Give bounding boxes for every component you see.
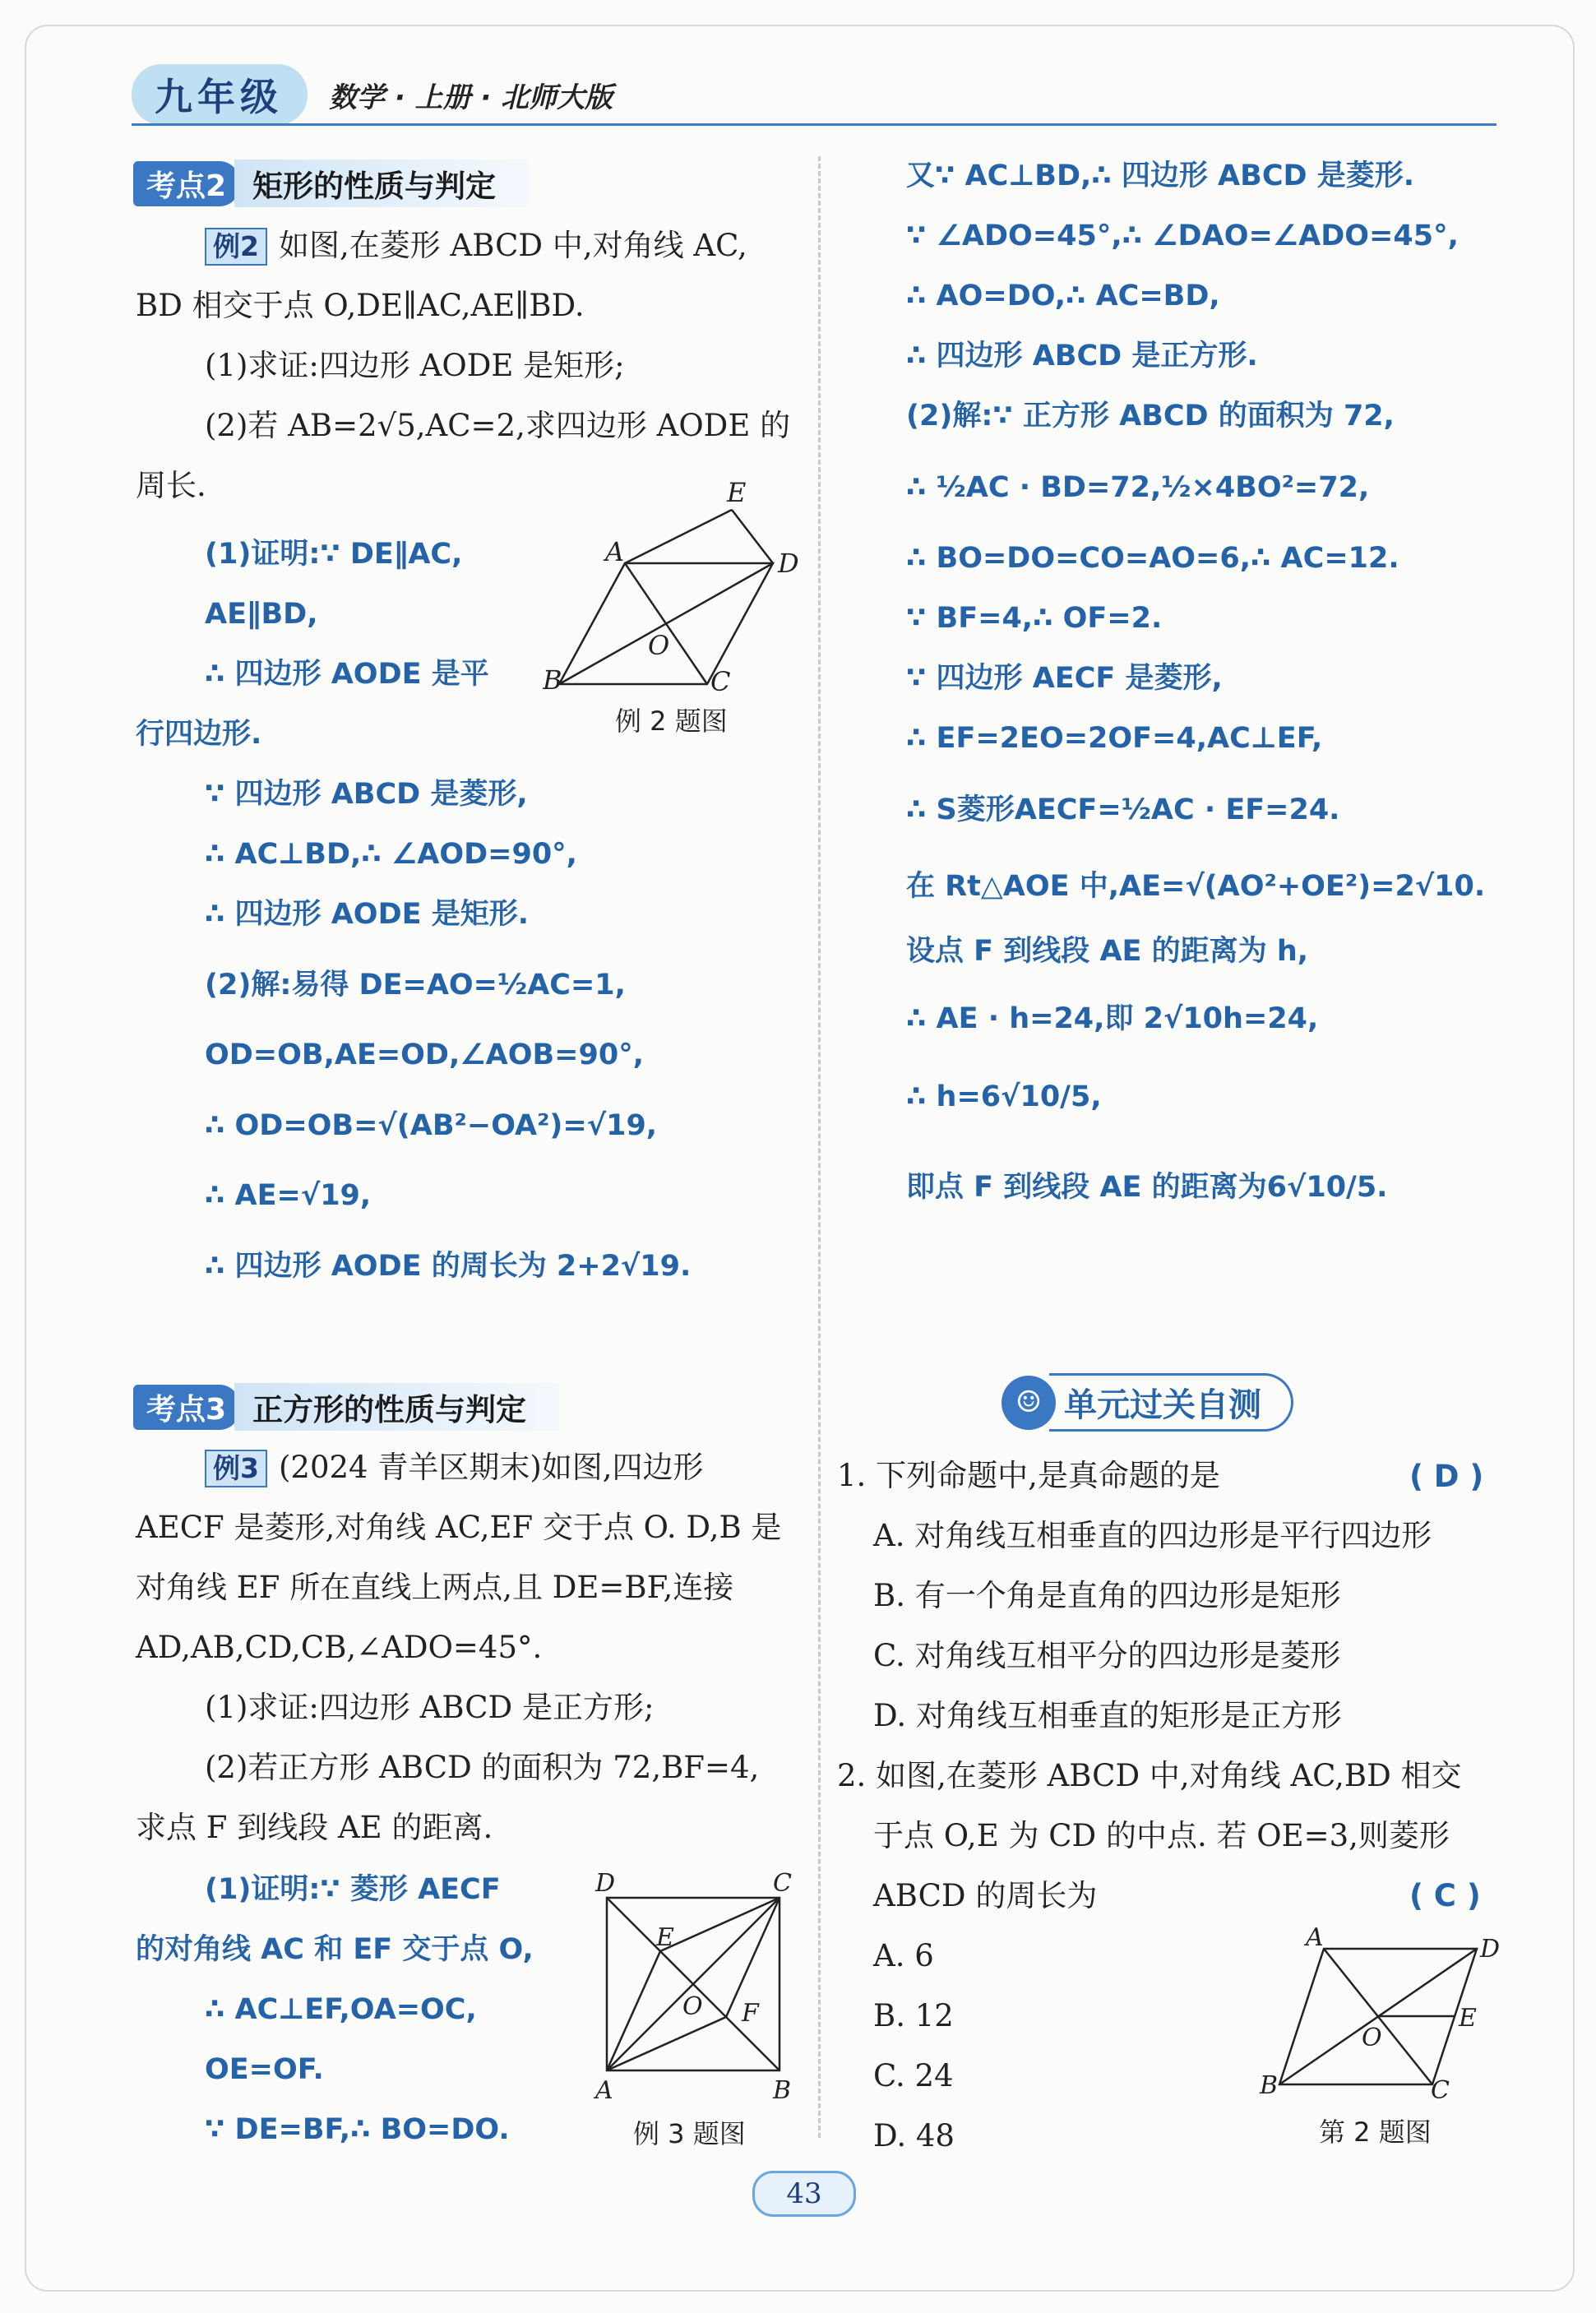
q2-answer: ( C ) — [1409, 1878, 1481, 1913]
label-a: A — [1306, 1924, 1324, 1952]
example2-line: (1)求证:四边形 AODE 是矩形; — [205, 348, 625, 383]
example3-line: (1)求证:四边形 ABCD 是正方形; — [205, 1690, 655, 1725]
label-c: C — [710, 666, 731, 697]
question-1 — [837, 1446, 1432, 1746]
label-e: E — [1459, 2004, 1477, 2033]
solution-line: ∵ DE=BF,∴ BO=DO. — [205, 2113, 510, 2146]
label-e: E — [656, 1923, 674, 1952]
solution-line: ∴ 四边形 AODE 是矩形. — [205, 898, 530, 931]
solution-line: ∴ ½AC · BD=72,½×4BO²=72, — [906, 471, 1370, 504]
solution-line: (1)证明:∵ DE∥AC, — [205, 538, 463, 571]
solution-line: ∴ 四边形 AODE 是平 — [205, 658, 489, 691]
solution-line: 又∵ AC⊥BD,∴ 四边形 ABCD 是菱形. — [906, 160, 1415, 192]
label-d: D — [1480, 1935, 1501, 1964]
segment-ae — [625, 510, 732, 563]
solution-line: ∴ AE=√19, — [205, 1179, 372, 1212]
grade-badge: 九年级 — [132, 64, 308, 125]
solution-line: ∵ ∠ADO=45°,∴ ∠DAO=∠ADO=45°, — [906, 220, 1459, 252]
solution-line: ∴ h=6√10/5, — [906, 1080, 1102, 1113]
example2-figure — [543, 469, 806, 699]
example2-line: 周长. — [136, 468, 206, 503]
q1-option: C. 对角线互相平分的四边形是菱形 — [873, 1638, 1341, 1673]
solution-line: ∴ BO=DO=CO=AO=6,∴ AC=12. — [906, 542, 1399, 575]
q1-option: B. 有一个角是直角的四边形是矩形 — [873, 1578, 1341, 1613]
solution-line: ∵ BF=4,∴ OF=2. — [906, 602, 1163, 635]
q1-answer: ( D ) — [1409, 1459, 1484, 1494]
header-rule — [132, 123, 1497, 126]
solution-line: ∴ 四边形 AODE 的周长为 2+2√19. — [205, 1250, 692, 1283]
label-a: A — [595, 2076, 613, 2105]
q2-stem: ABCD 的周长为 — [873, 1878, 1098, 1913]
section2-badge: 考点2 — [133, 161, 239, 206]
section3-heading — [133, 1385, 559, 1429]
label-d: D — [778, 548, 799, 579]
solution-line: (2)解:∵ 正方形 ABCD 的面积为 72, — [906, 400, 1395, 433]
example3-line: AD,AB,CD,CB,∠ADO=45°. — [136, 1630, 543, 1665]
unit-test-heading — [1002, 1373, 1293, 1432]
label-b: B — [773, 2076, 792, 2105]
q1-stem: 1. 下列命题中,是真命题的是 — [837, 1458, 1220, 1493]
solution-line: OE=OF. — [205, 2053, 324, 2086]
column-divider — [818, 156, 821, 2138]
q1-option: A. 对角线互相垂直的四边形是平行四边形 — [873, 1518, 1432, 1553]
solution-line: (1)证明:∵ 菱形 AECF — [205, 1873, 501, 1906]
example3-caption: 例 3 题图 — [633, 2118, 746, 2149]
example2-line: 如图,在菱形 ABCD 中,对角线 AC, — [278, 228, 747, 263]
solution-line: ∴ S菱形AECF=½AC · EF=24. — [906, 793, 1340, 826]
q2-stem: 于点 O,E 为 CD 的中点. 若 OE=3,则菱形 — [873, 1818, 1450, 1853]
example3-tag: 例3 — [205, 1450, 267, 1487]
solution-line: ∴ AO=DO,∴ AC=BD, — [906, 280, 1220, 312]
example3-line: (2)若正方形 ABCD 的面积为 72,BF=4, — [205, 1750, 760, 1785]
q2-option: A. 6 — [873, 1938, 934, 1973]
example2-tag: 例2 — [205, 228, 267, 266]
solution-line: ∵ 四边形 ABCD 是菱形, — [205, 778, 528, 811]
solution-line: 的对角线 AC 和 EF 交于点 O, — [136, 1933, 534, 1966]
page-header — [132, 66, 613, 123]
solution-line: ∵ 四边形 AECF 是菱形, — [906, 662, 1223, 695]
solution-line: (2)解:易得 DE=AO=½AC=1, — [205, 969, 626, 1002]
solution-line: 设点 F 到线段 AE 的距离为 h, — [906, 935, 1309, 968]
solution-line: ∴ AC⊥BD,∴ ∠AOD=90°, — [205, 838, 577, 871]
q1-option: D. 对角线互相垂直的矩形是正方形 — [873, 1698, 1342, 1733]
label-f: F — [742, 1999, 759, 2028]
label-e: E — [727, 477, 747, 508]
unit-test-title: 单元过关自测 — [1049, 1373, 1293, 1432]
example2-caption: 例 2 题图 — [615, 705, 728, 737]
solution-line: 行四边形. — [136, 718, 262, 751]
solution-line: ∴ AC⊥EF,OA=OC, — [205, 1993, 477, 2026]
label-c: C — [1431, 2076, 1450, 2105]
solution-line: 即点 F 到线段 AE 的距离为6√10/5. — [906, 1171, 1388, 1204]
example3-line: (2024 青羊区期末)如图,四边形 — [278, 1450, 704, 1485]
solution-line: ∴ AE · h=24,即 2√10h=24, — [906, 1002, 1319, 1035]
example2-line: (2)若 AB=2√5,AC=2,求四边形 AODE 的 — [205, 408, 791, 443]
label-o: O — [648, 630, 670, 661]
example3-figure — [590, 1865, 804, 2112]
example3-line: 求点 F 到线段 AE 的距离. — [136, 1810, 493, 1845]
segment-ed — [732, 510, 773, 563]
solution-line: ∴ EF=2EO=2OF=4,AC⊥EF, — [906, 722, 1323, 755]
example3-solution — [136, 1860, 534, 2160]
example3-problem — [136, 1437, 781, 1857]
question2-figure — [1250, 1924, 1513, 2105]
q2-option: D. 48 — [873, 2118, 955, 2153]
solution-line: 在 Rt△AOE 中,AE=√(AO²+OE²)=2√10. — [906, 870, 1486, 903]
label-b: B — [1260, 2071, 1279, 2100]
solution-line: ∴ 四边形 ABCD 是正方形. — [906, 340, 1258, 372]
label-o: O — [1362, 2024, 1382, 2052]
label-o: O — [682, 1992, 703, 2021]
solution-line: OD=OB,AE=OD,∠AOB=90°, — [205, 1039, 645, 1071]
page-number: 43 — [752, 2171, 856, 2217]
solution-line: ∴ OD=OB=√(AB²−OA²)=√19, — [205, 1109, 658, 1142]
section2-title: 矩形的性质与判定 — [234, 160, 529, 207]
label-b: B — [543, 664, 562, 696]
label-a: A — [605, 536, 625, 567]
label-d: D — [595, 1869, 616, 1898]
label-c: C — [773, 1869, 792, 1898]
q2-option: C. 24 — [873, 2058, 954, 2093]
q2-option: B. 12 — [873, 1998, 954, 2033]
example3-solution-continued — [906, 146, 1485, 1237]
book-subtitle: 数学 · 上册 · 北师大版 — [329, 81, 613, 114]
section3-title: 正方形的性质与判定 — [234, 1383, 559, 1431]
example3-line: AECF 是菱形,对角线 AC,EF 交于点 O. D,B 是 — [136, 1510, 782, 1545]
section2-heading — [133, 161, 529, 206]
solution-line: AE∥BD, — [205, 598, 318, 631]
question2-caption: 第 2 题图 — [1319, 2116, 1432, 2148]
head-icon: ☺ — [1002, 1376, 1056, 1430]
q2-stem: 2. 如图,在菱形 ABCD 中,对角线 AC,BD 相交 — [837, 1758, 1462, 1793]
section3-badge: 考点3 — [133, 1385, 239, 1430]
example3-line: 对角线 EF 所在直线上两点,且 DE=BF,连接 — [136, 1570, 734, 1605]
example2-line: BD 相交于点 O,DE∥AC,AE∥BD. — [136, 288, 585, 323]
